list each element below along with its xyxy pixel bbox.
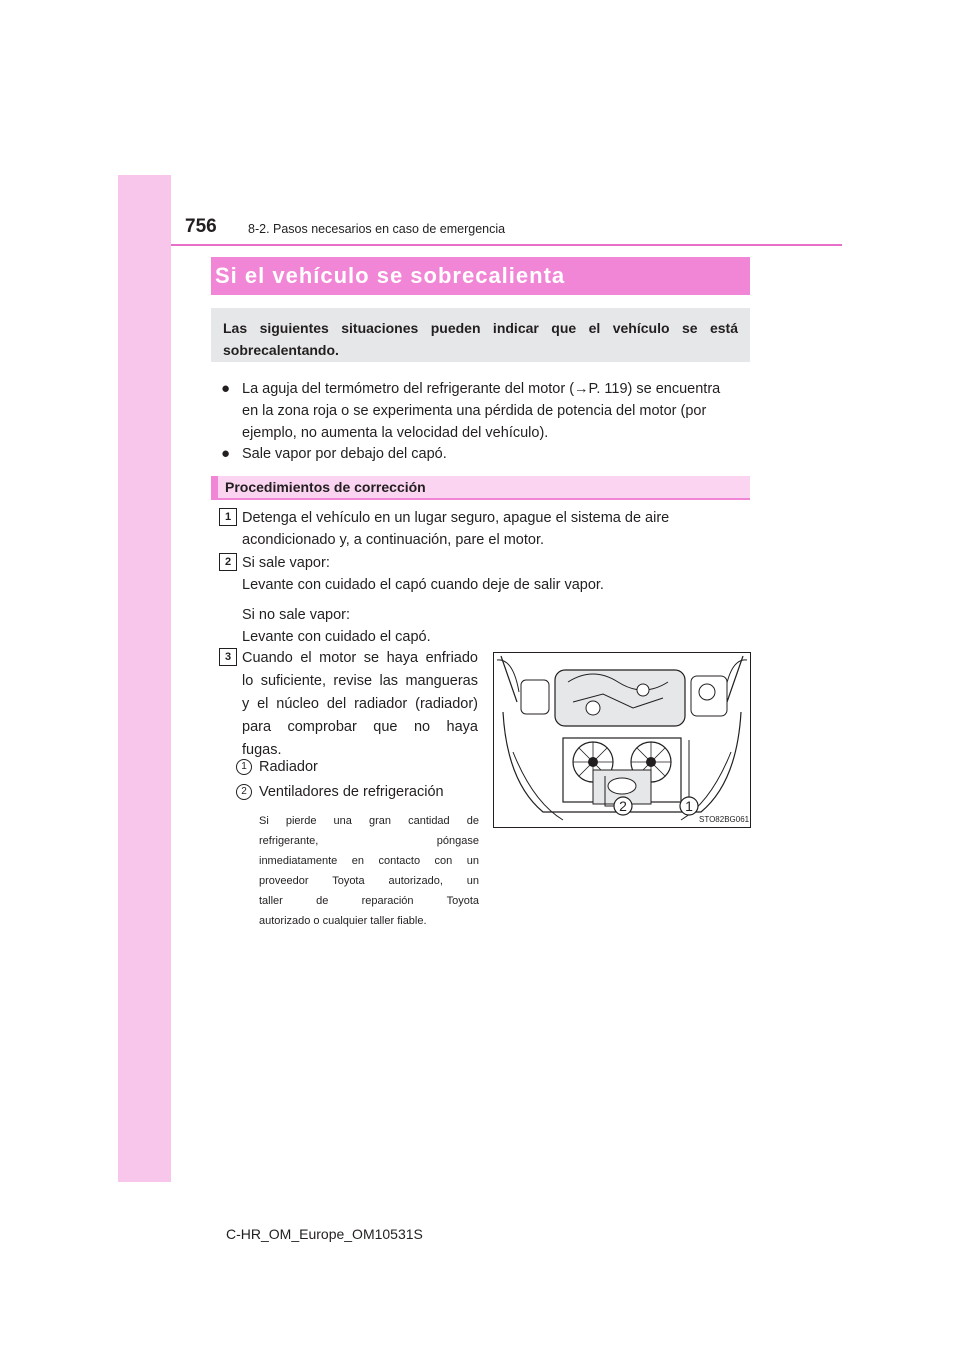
step-line: lo suficiente, revise las mangueras bbox=[242, 673, 478, 689]
step-number: 1 bbox=[219, 508, 237, 526]
step-line: y el núcleo del radiador (radiador) bbox=[242, 696, 478, 712]
step-line: Detenga el vehículo en un lugar seguro, apague el sistema de aire bbox=[242, 510, 670, 526]
side-tab-bar bbox=[118, 175, 171, 1182]
section-title: 8-2. Pasos necesarios en caso de emergencia bbox=[248, 222, 506, 236]
step-line: Si sale vapor: bbox=[242, 555, 330, 571]
bullet-icon: ● bbox=[221, 380, 231, 397]
step-line: Levante con cuidado el capó. bbox=[242, 629, 431, 645]
footer-code: C-HR_OM_Europe_OM10531S bbox=[226, 1226, 423, 1242]
note-line: inmediatamente en contacto con un bbox=[259, 855, 479, 867]
step-line: Levante con cuidado el capó cuando deje de salir vapor. bbox=[242, 577, 604, 593]
step-line: fugas. bbox=[242, 742, 282, 758]
step-line: para comprobar que no haya bbox=[242, 719, 478, 735]
step-text bbox=[242, 647, 478, 762]
bullet-line: en la zona roja o se experimenta una pérdida de potencia del motor (por bbox=[242, 403, 707, 419]
figure-callout-2: 2 bbox=[619, 798, 627, 814]
bullet-line: La aguja del termómetro del refrigerante del motor (→P. 119) se encuentra bbox=[242, 381, 721, 397]
bullet-text bbox=[242, 443, 742, 465]
header-divider bbox=[171, 244, 842, 246]
step-text bbox=[242, 552, 604, 648]
figure-callout-1: 1 bbox=[685, 798, 693, 814]
bullet-text bbox=[242, 378, 742, 444]
intro-box: Las siguientes situaciones pueden indicar que el vehículo se está sobrecalentando. bbox=[211, 308, 750, 362]
callout-number: 2 bbox=[236, 784, 252, 800]
bullet-line: ejemplo, no aumenta la velocidad del vehículo). bbox=[242, 425, 549, 441]
figure-caption: STO82BG061 bbox=[699, 815, 750, 824]
step-line: Si no sale vapor: bbox=[242, 607, 351, 623]
bullet-line: Sale vapor por debajo del capó. bbox=[242, 446, 447, 462]
bullet-icon: ● bbox=[221, 445, 231, 462]
procedures-heading: Procedimientos de corrección bbox=[211, 476, 750, 500]
note-line: autorizado o cualquier taller fiable. bbox=[259, 915, 427, 927]
engine-bay-figure bbox=[493, 652, 751, 828]
note-line: refrigerante, póngase bbox=[259, 835, 479, 847]
step-number: 3 bbox=[219, 648, 237, 666]
step-line: acondicionado y, a continuación, pare el motor. bbox=[242, 532, 545, 548]
step-number: 2 bbox=[219, 553, 237, 571]
note-line: proveedor Toyota autorizado, un bbox=[259, 875, 479, 887]
callout-label: Radiador bbox=[259, 759, 318, 775]
page-number: 756 bbox=[185, 216, 217, 237]
callout-number: 1 bbox=[236, 759, 252, 775]
engine-illustration bbox=[493, 652, 751, 828]
step-text bbox=[242, 507, 742, 551]
note-line: taller de reparación Toyota bbox=[259, 895, 479, 907]
note-line: Si pierde una gran cantidad de bbox=[259, 815, 479, 827]
page-title: Si el vehículo se sobrecalienta bbox=[211, 257, 750, 295]
step-line: Cuando el motor se haya enfriado bbox=[242, 650, 478, 666]
note-text bbox=[259, 811, 479, 931]
callout-label: Ventiladores de refrigeración bbox=[259, 784, 444, 800]
